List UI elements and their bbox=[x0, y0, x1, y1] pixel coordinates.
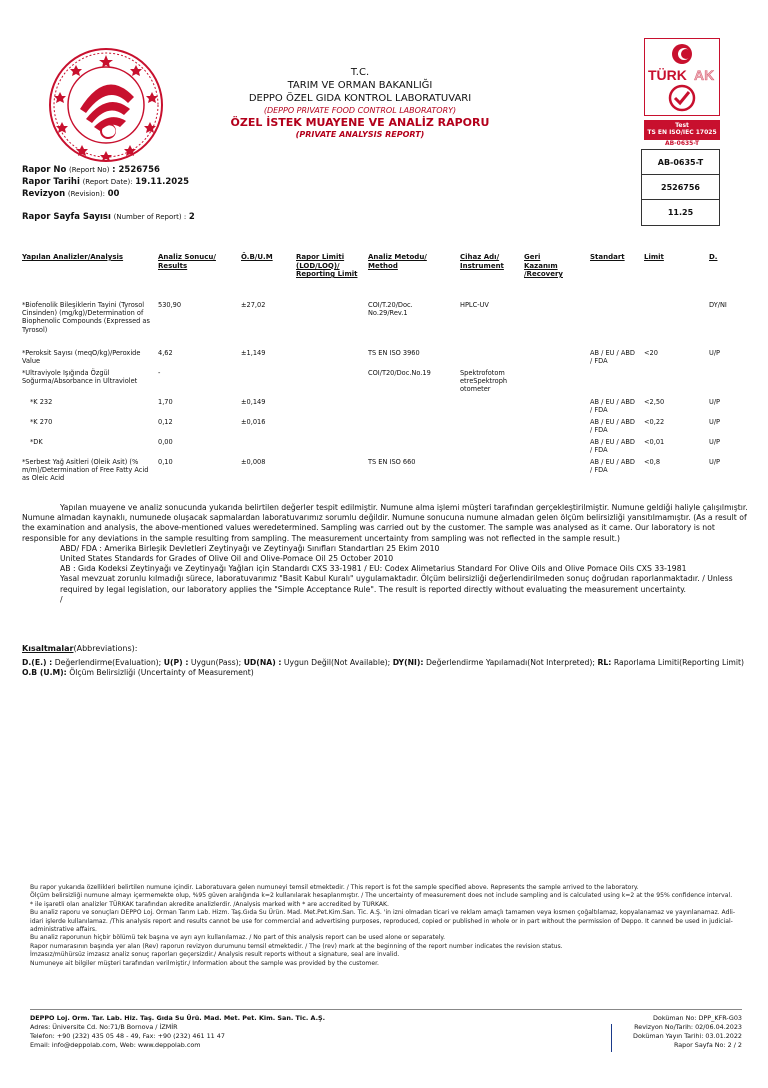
table-row-1-ob: ±1,149 bbox=[241, 349, 266, 357]
table-row-2-instrument: Spektrofotom etreSpektroph otometer bbox=[460, 369, 508, 394]
col-header-standard: Standart bbox=[590, 253, 625, 261]
table-row-1-method: TS EN ISO 3960 bbox=[368, 349, 420, 357]
table-row-0-result: 530,90 bbox=[158, 301, 182, 309]
lab-label-en: (DEPPO PRIVATE FOOD CONTROL LABORATORY) bbox=[263, 106, 457, 115]
note-item: Bu rapor yukarıda özellikleri belirtilen numune içindir. Laboratuvara gelen numuneyi temsil etmektedir. / This report is fot the sample specified above. Represents the sample arrived to the laboratory. bbox=[30, 884, 639, 891]
table-row-5-analysis: *DK bbox=[30, 438, 43, 446]
col-header-limit: Limit bbox=[644, 253, 664, 261]
table-row-0-analysis: *Biofenolik Bileşiklerin Tayini (Tyrosol Cinsinden) (mg/kg)/Determination of Biophenolic Compounds (Expressed as Tyrosol) bbox=[22, 301, 150, 334]
doc-number: Doküman No: DPP_KFR-G03 bbox=[653, 1014, 742, 1022]
ministry-seal-logo bbox=[48, 47, 164, 163]
document-info bbox=[610, 1014, 742, 1050]
statement-paragraph: Yapılan muayene ve analiz sonucunda yukarıda belirtilen değerler tespit edilmiştir. Numune alma işlemi müşteri tarafından gerçekleştirilmiştir. Numune geldiği haliyle çalışılmıştır. Numune almadan kaynaklı, numunede oluşacak sapmalardan laboratuvarımız sorumlu değildir. Numune sonucuna numune almadan gelen ölçüm belirsizliği yansıtılmamıştır. (As a result of the examination and analysis, the above-mentioned values weredetermined. Sampling was carried out by the customer. The sample was analysed as it came. Our laboratory is not responsible for any deviations in the sample resulting from sampling. The measurement uncertainty from sampling was not reflected in the sample result.) bbox=[22, 503, 748, 543]
table-row-3-analysis: *K 232 bbox=[30, 398, 53, 406]
table-row-6-method: TS EN ISO 660 bbox=[368, 458, 416, 466]
table-row-5-limit: <0,01 bbox=[644, 438, 665, 446]
abbreviations-title: Kısaltmalar(Abbreviations): bbox=[22, 644, 138, 653]
table-row-2-result: - bbox=[158, 369, 161, 377]
accreditation-info-box bbox=[641, 149, 720, 226]
table-row-1-result: 4,62 bbox=[158, 349, 173, 357]
table-row-4-result: 0,12 bbox=[158, 418, 173, 426]
phone-line: Telefon: +90 (232) 435 05 48 - 49, Fax: +90 (232) 461 11 47 bbox=[30, 1032, 225, 1040]
ministry-seal-icon bbox=[48, 47, 164, 163]
revision-date: Revizyon No/Tarih: 02/06.04.2023 bbox=[634, 1023, 742, 1031]
table-row-3-d: U/P bbox=[709, 398, 721, 406]
note-item: Rapor numarasının başında yer alan (Rev) raporun revizyon durumunu temsil etmektedir. / The (rev) mark at the beginning of the report number indicates the revision status. bbox=[30, 942, 563, 950]
table-row-0-instrument: HPLC-UV bbox=[460, 301, 489, 309]
company-name: DEPPO Loj. Orm. Tar. Lab. Hiz. Taş. Gıda Su Ürü. Mad. Met. Pet. Kim. San. Tic. A.Ş. bbox=[30, 1014, 326, 1022]
slash-line: / bbox=[60, 594, 63, 604]
table-row-3-standard: AB / EU / ABD / FDA bbox=[590, 398, 635, 415]
country-label: T.C. bbox=[350, 67, 370, 78]
table-row-3-limit: <2,50 bbox=[644, 398, 665, 406]
col-header-report-limit: Rapor Limiti (LOD/LOQ)/ Reporting Limit bbox=[296, 253, 358, 278]
report-revision-line: Revizyon (Revision): 00 bbox=[22, 189, 120, 199]
col-header-method: Analiz Metodu/ Method bbox=[368, 253, 427, 270]
table-row-6-result: 0,10 bbox=[158, 458, 173, 466]
publish-date: Doküman Yayın Tarihi: 03.01.2022 bbox=[633, 1032, 742, 1040]
ministry-label: TARIM VE ORMAN BAKANLIĞI bbox=[287, 80, 433, 91]
report-info bbox=[22, 164, 189, 200]
accreditation-period-cell: 11.25 bbox=[667, 208, 694, 217]
table-row-4-ob: ±0,016 bbox=[241, 418, 266, 426]
col-header-d: D. bbox=[709, 253, 718, 261]
lab-label: DEPPO ÖZEL GIDA KONTROL LABORATUVARI bbox=[248, 93, 472, 104]
table-row-4-analysis: *K 270 bbox=[30, 418, 53, 426]
note-item: * ile işaretli olan analizler TÜRKAK tarafından akredite analizlerdir. /Analysis marked with * are accredited by TURKAK. bbox=[30, 900, 389, 908]
report-page-count: Rapor Sayfa Sayısı (Number of Report) : 2 bbox=[22, 212, 195, 222]
table-row-5-standard: AB / EU / ABD / FDA bbox=[590, 438, 635, 455]
acceptance-rule: Yasal mevzuat zorunlu kılmadığı sürece, laboratuvarımız "Basit Kabul Kuralı" uygulamaktadır. Ölçüm belirsizliği değerlendirilmeden sonuç doğrudan raporlanmaktadır. / Unless required by legal legislation, our laboratory applies the "Simple Acceptance Rule". The result is reported directly without evaluating the measurement uncertainty. bbox=[60, 574, 733, 594]
table-row-3-ob: ±0,149 bbox=[241, 398, 266, 406]
report-no-line: Rapor No (Report No) : 2526756 bbox=[22, 165, 160, 175]
table-row-5-d: U/P bbox=[709, 438, 721, 446]
report-header bbox=[210, 66, 510, 140]
abbreviations-list: D.(E.) : Değerlendirme(Evaluation); U(P) : Uygun(Pass); UD(NA) : Uygun Değil(Not Available); DY(NI): Değerlendirme Yapılamadı(Not Interpreted); RL: Raporlama Limiti(Reporting Limit) O.B (U.M): Ölçüm Belirsizliği (Uncertainty of Measurement) bbox=[22, 658, 744, 677]
footer-divider bbox=[30, 1009, 742, 1010]
company-address bbox=[30, 1014, 325, 1050]
turkak-standard: TS EN ISO/IEC 17025 bbox=[647, 129, 717, 136]
report-date-line: Rapor Tarihi (Report Date): 19.11.2025 bbox=[22, 177, 190, 187]
table-row-0-d: DY/NI bbox=[709, 301, 727, 309]
report-title: ÖZEL İSTEK MUAYENE VE ANALİZ RAPORU bbox=[230, 116, 490, 129]
email-line: Email: info@deppolab.com, Web: www.deppolab.com bbox=[30, 1041, 201, 1049]
table-row-2-analysis: *Ultraviyole Işığında Özgül Soğurma/Absorbance in Ultraviolet bbox=[22, 369, 138, 386]
results-statement bbox=[22, 503, 748, 605]
note-item: Bu analiz raporunun hiçbir bölümü tek başına ve ayrı ayrı kullanılamaz. / No part of this analysis report can be used alone or separately. bbox=[30, 934, 446, 942]
svg-text:TÜRK: TÜRK bbox=[648, 67, 687, 83]
table-row-1-analysis: *Peroksit Sayısı (meqO/kg)/Peroxide Value bbox=[22, 349, 141, 366]
col-header-ob: Ö.B/U.M bbox=[241, 253, 273, 261]
note-item: Ölçüm belirsizliği numune almayı içermemekte olup, %95 güven aralığında k=2 kullanılarak hesaplanmıştır. / The uncertainty of measurement does not include sampling and is calculated using k=2 at the 95% confidence interval. bbox=[30, 892, 733, 900]
table-row-6-analysis: *Serbest Yağ Asitleri (Oleik Asit) (% m/m)/Determination of Free Fatty Acid as Oleic Acid bbox=[22, 458, 149, 483]
note-item: Bu analiz raporu ve sonuçları DEPPO Loj. Orman Tarım Lab. Hizm. Taş.Gıda Su Ürün. Mad. Met.Pet.Kim.San. Tic. A.Ş. 'in izni olmadan ticari ve reklam amaçlı tamamen veya kısmen çoğaltılamaz, kopyalanamaz ve yayınlanamaz. Adli- idari işlerde kullanılamaz. /This analysis report and results cannot be use for commercial and advertising purposes, reproduced, copied or published in whole or in part without the permission of Deppo. It canned be used in judicial-administrative affairs. bbox=[30, 909, 736, 934]
table-row-1-limit: <20 bbox=[644, 349, 658, 357]
standard-fda-tr: ABD/ FDA : Amerika Birleşik Devletleri Zeytinyağı ve Zeytinyağı Sınıfları Standartları 25 Ekim 2010 bbox=[60, 543, 440, 553]
address-line: Adres: Üniversite Cd. No:71/B Bornova / İZMİR bbox=[30, 1023, 178, 1031]
turkak-accreditation-mark bbox=[644, 38, 720, 147]
table-row-1-standard: AB / EU / ABD / FDA bbox=[590, 349, 635, 366]
table-row-6-standard: AB / EU / ABD / FDA bbox=[590, 458, 635, 475]
table-row-2-method: COI/T20/Doc.No.19 bbox=[368, 369, 431, 377]
col-header-recovery: Geri Kazanım /Recovery bbox=[524, 253, 563, 278]
turkak-code: AB-0635-T bbox=[644, 140, 720, 148]
standard-fda-en: United States Standards for Grades of Olive Oil and Olive-Pomace Oil 25 October 2010 bbox=[60, 554, 394, 564]
turkak-test-box bbox=[644, 120, 720, 140]
table-row-6-d: U/P bbox=[709, 458, 721, 466]
table-row-4-d: U/P bbox=[709, 418, 721, 426]
col-header-result: Analiz Sonucu/ Results bbox=[158, 253, 216, 270]
table-row-0-ob: ±27,02 bbox=[241, 301, 266, 309]
svg-text:AK: AK bbox=[694, 67, 715, 83]
col-header-analysis: Yapılan Analizler/Analysis bbox=[22, 253, 124, 261]
accreditation-code-cell: AB-0635-T bbox=[642, 150, 719, 175]
col-header-instrument: Cihaz Adı/ Instrument bbox=[460, 253, 504, 270]
table-row-4-limit: <0,22 bbox=[644, 418, 665, 426]
accreditation-report-cell: 2526756 bbox=[642, 175, 719, 200]
turkak-logo-icon bbox=[644, 38, 720, 116]
table-row-0-method: COI/T.20/Doc. No.29/Rev.1 bbox=[368, 301, 413, 318]
note-item: Numuneye ait bilgiler müşteri tarafından verilmiştir./ Information about the sample was provided by the customer. bbox=[30, 959, 379, 967]
table-row-3-result: 1,70 bbox=[158, 398, 173, 406]
table-row-6-ob: ±0,008 bbox=[241, 458, 266, 466]
table-row-5-result: 0,00 bbox=[158, 438, 173, 446]
table-row-6-limit: <0,8 bbox=[644, 458, 661, 466]
table-row-1-d: U/P bbox=[709, 349, 721, 357]
standard-eu: AB : Gıda Kodeksi Zeytinyağı ve Zeytinyağı Yağları için Standardı CXS 33-1981 / EU: Codex Alimetarius Standard For Olive Oils and Olive Pomace Oils CXS 33-1981 bbox=[60, 564, 687, 574]
page-number: Rapor Sayfa No: 2 / 2 bbox=[673, 1041, 742, 1049]
table-row-4-standard: AB / EU / ABD / FDA bbox=[590, 418, 635, 435]
note-item: İmzasız/mühürsüz imzasız analiz sonuç raporları geçersizdir./ Analysis result reports without a signature, seal are invalid. bbox=[30, 951, 400, 959]
legal-notes bbox=[30, 884, 750, 968]
turkak-test-label: Test bbox=[675, 122, 689, 129]
report-title-en: (PRIVATE ANALYSIS REPORT) bbox=[295, 130, 425, 139]
